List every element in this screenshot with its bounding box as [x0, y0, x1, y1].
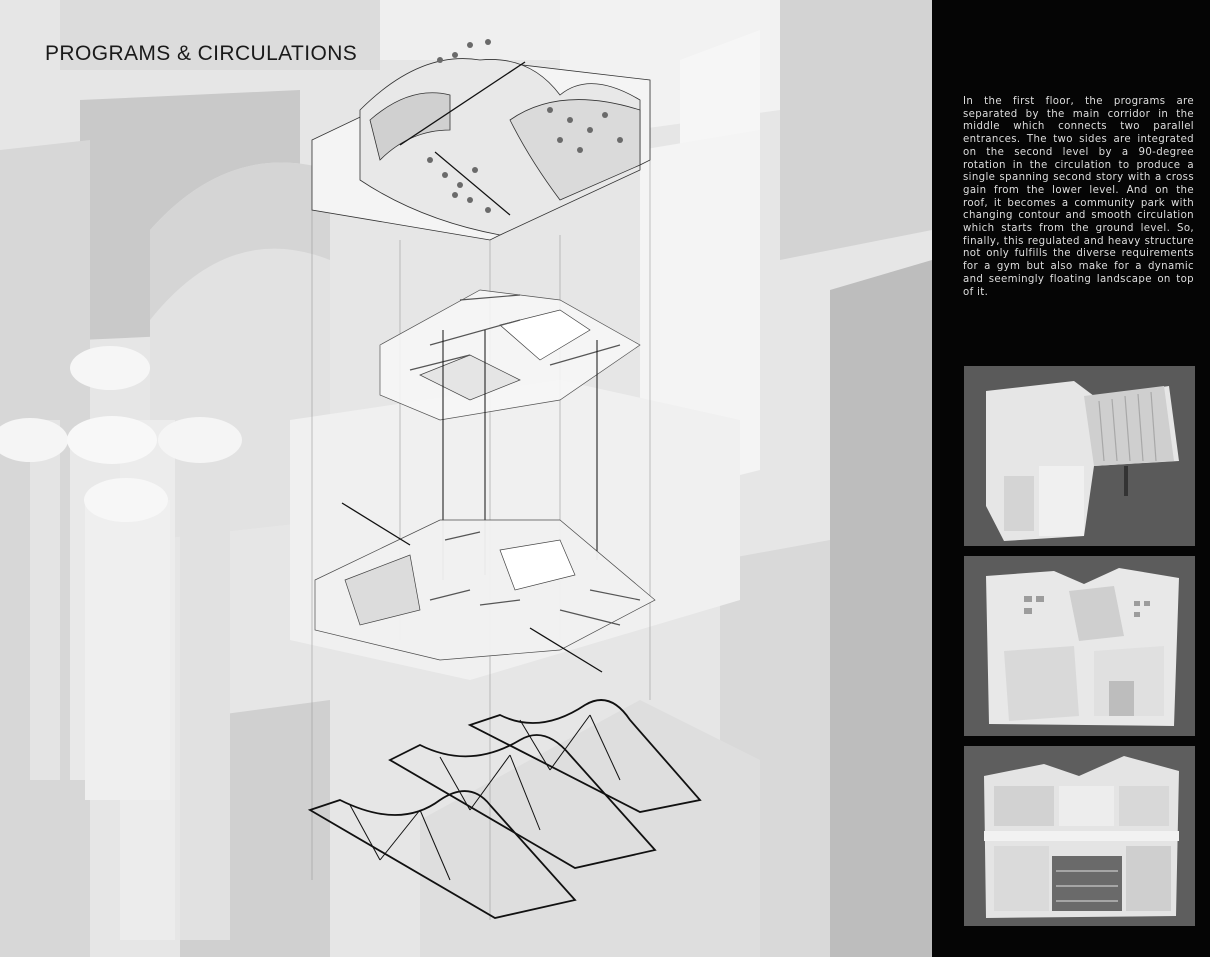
description-text: In the first floor, the programs are separated by the main corridor in the middle which connects two parallel entrances. The two sides are integrated on the second level by a 90-degree rotation in the circulation to produce a single spanning second story with a cross gain from the lower level. And on the roof, it becomes a community park with changing contour and smooth circulation which starts from the ground level. So, finally, this regulated and heavy structure not only fulfills the diverse requirements for a gym but also make for a dynamic and seemingly floating landscape on top of it.: [963, 96, 1194, 298]
model-photo-top-view: [964, 556, 1195, 736]
description-panel: [932, 0, 1210, 957]
model-photo-elevation: [964, 366, 1195, 546]
page-title: PROGRAMS & CIRCULATIONS: [45, 42, 358, 65]
model-photo-interior-view: [964, 746, 1195, 926]
